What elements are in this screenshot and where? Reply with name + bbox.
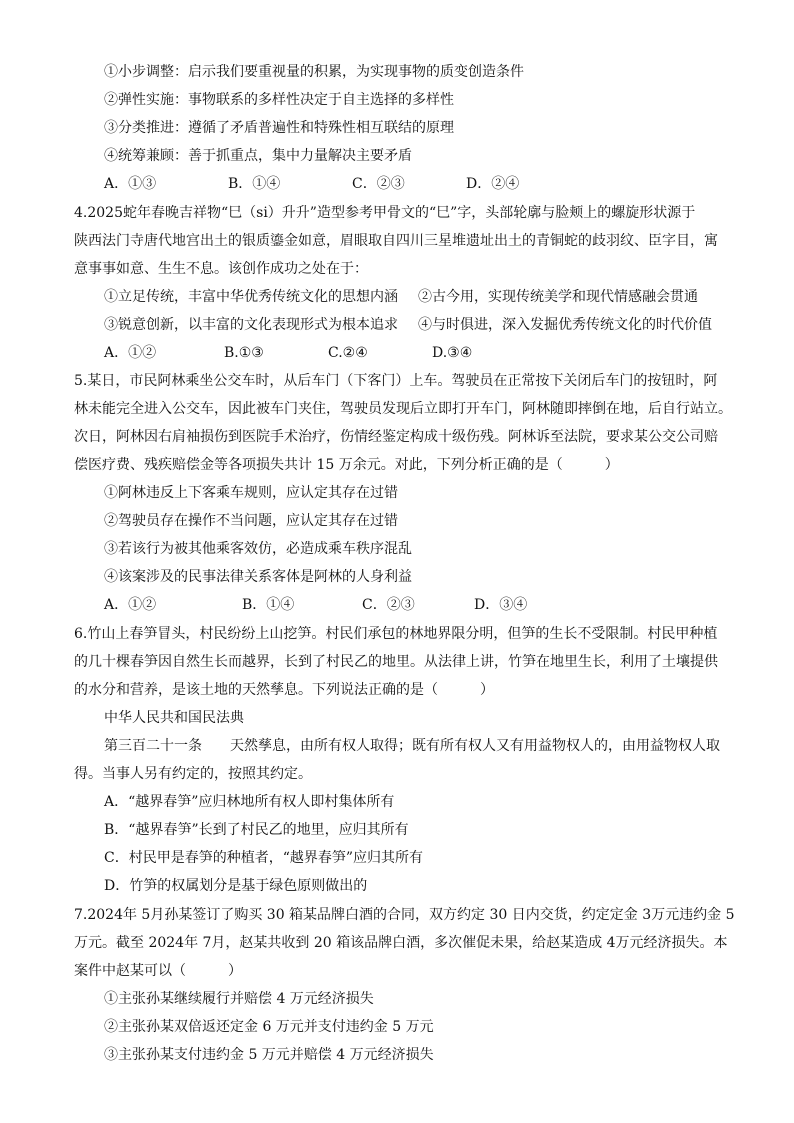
q5-choice-d: D．③④ (474, 597, 528, 613)
q4-item-4: ④与时俱进，深入发掘优秀传统文化的时代价值 (418, 317, 712, 333)
q4-choice-d: D.③④ (432, 345, 473, 361)
q7-item-2: ②主张孙某双倍返还定金 6 万元并支付违约金 5 万元 (104, 1019, 434, 1035)
q3-item-1: ①小步调整：启示我们要重视量的积累，为实现事物的质变创造条件 (104, 64, 524, 80)
q4-item-2: ②古今用，实现传统美学和现代情感融会贯通 (418, 289, 698, 305)
q5-stem-4: 偿医疗费、残疾赔偿金等各项损失共计 15 万余元。对此，下列分析正确的是（ ） (74, 457, 619, 473)
q6-stem-2: 的几十棵春笋因自然生长而越界，长到了村民乙的地里。从法律上讲，竹笋在地里生长，利用了土壤提供 (74, 654, 718, 670)
q6-option-a: A．“越界春笋”应归林地所有权人即村集体所有 (104, 794, 395, 810)
q3-choice-c: C．②③ (352, 176, 405, 192)
q3-item-3: ③分类推进：遵循了矛盾普遍性和特殊性相互联结的原理 (104, 120, 454, 136)
q5-choice-a: A．①② (104, 597, 157, 613)
q4-choice-c: C.②④ (328, 345, 368, 361)
q4-choice-a: A．①② (104, 345, 157, 361)
q6-option-c: C．村民甲是春笋的种植者，“越界春笋”应归其所有 (104, 850, 424, 866)
q6-option-d: D．竹笋的权属划分是基于绿色原则做出的 (104, 878, 368, 894)
q7-item-3: ③主张孙某支付违约金 5 万元并赔偿 4 万元经济损失 (104, 1047, 434, 1063)
q7-stem-1: 7.2024年 5月孙某签订了购买 30 箱某品牌白酒的合同，双方约定 30 日内交货，约定定金 3万元违约金 5 (74, 907, 735, 923)
q5-choice-c: C．②③ (362, 597, 415, 613)
q4-stem-1: 4.2025蛇年春晚吉祥物“巳（si）升升”造型参考甲骨文的“巳”字，头部轮廓与脸颊上的螺旋形状源于 (74, 205, 696, 221)
q4-item-3: ③锐意创新，以丰富的文化表现形式为根本追求 (104, 317, 398, 333)
q3-item-4: ④统筹兼顾：善于抓重点，集中力量解决主要矛盾 (104, 148, 412, 164)
q7-stem-2: 万元。截至 2024年 7月，赵某共收到 20 箱该品牌白酒，多次催促未果，给赵某造成 4万元经济损失。本 (74, 935, 728, 951)
law-article-cont: 得。当事人另有约定的，按照其约定。 (74, 766, 312, 782)
law-title: 中华人民共和国民法典 (104, 710, 244, 726)
q5-item-1: ①阿林违反上下客乘车规则，应认定其存在过错 (104, 485, 398, 501)
law-article: 第三百二十一条 天然孳息，由所有权人取得；既有所有权人又有用益物权人的，由用益物权人取 (104, 738, 720, 754)
q3-choice-a: A．①③ (104, 176, 157, 192)
q5-stem-1: 5.某日，市民阿林乘坐公交车时，从后车门（下客门）上车。驾驶员在正常按下关闭后车门的按钮时，阿 (74, 373, 718, 389)
q6-option-b: B．“越界春笋”长到了村民乙的地里，应归其所有 (104, 822, 409, 838)
q5-stem-3: 次日，阿林因右肩袖损伤到医院手术治疗，伤情经鉴定构成十级伤残。阿林诉至法院，要求某公交公司赔 (74, 429, 718, 445)
q7-item-1: ①主张孙某继续履行并赔偿 4 万元经济损失 (104, 991, 374, 1007)
q4-stem-3: 意事事如意、生生不息。该创作成功之处在于： (74, 261, 368, 277)
q5-stem-2: 林未能完全进入公交车，因此被车门夹住，驾驶员发现后立即打开车门，阿林随即摔倒在地，后自行站立。 (74, 401, 732, 417)
q5-item-2: ②驾驶员存在操作不当问题，应认定其存在过错 (104, 513, 398, 529)
q4-item-1: ①立足传统，丰富中华优秀传统文化的思想内涵 (104, 289, 398, 305)
q3-choice-d: D．②④ (466, 176, 520, 192)
q5-item-4: ④该案涉及的民事法律关系客体是阿林的人身利益 (104, 569, 412, 585)
q7-stem-3: 案件中赵某可以（ ） (74, 963, 242, 979)
q6-stem-1: 6.竹山上春笋冒头，村民纷纷上山挖笋。村民们承包的林地界限分明，但笋的生长不受限制。村民甲种植 (74, 626, 718, 642)
q3-item-2: ②弹性实施：事物联系的多样性决定于自主选择的多样性 (104, 92, 454, 108)
q5-choice-b: B．①④ (242, 597, 295, 613)
q5-item-3: ③若该行为被其他乘客效仿，必造成乘车秩序混乱 (104, 541, 412, 557)
q6-stem-3: 的水分和营养，是该土地的天然孳息。下列说法正确的是（ ） (74, 682, 494, 698)
q4-choice-b: B.①③ (224, 345, 264, 361)
q4-stem-2: 陕西法门寺唐代地宫出土的银质鎏金如意，眉眼取自四川三星堆遗址出土的青铜蛇的歧羽纹、臣字目，寓 (74, 233, 718, 249)
q3-choice-b: B．①④ (228, 176, 281, 192)
